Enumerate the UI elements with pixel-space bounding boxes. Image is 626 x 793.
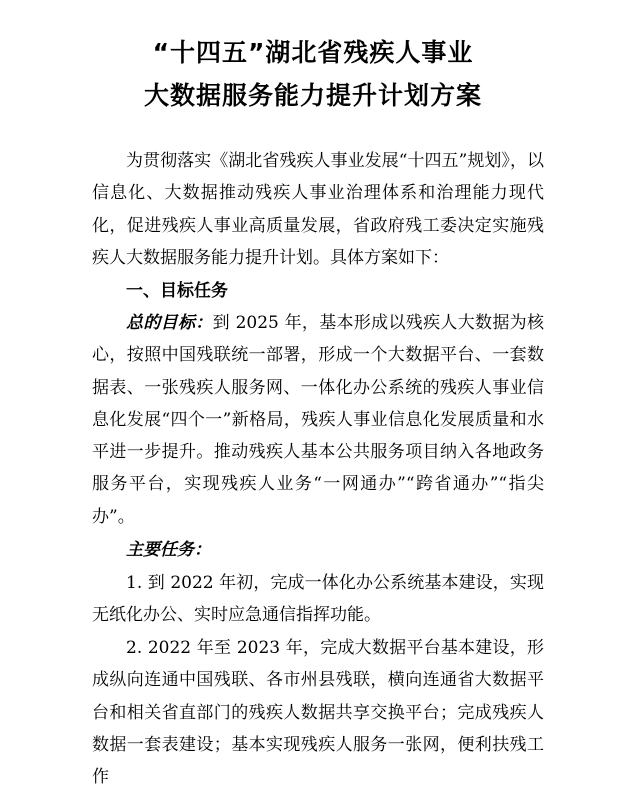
task-item-2: 2. 2022 年至 2023 年，完成大数据平台基本建设，形成纵向连通中国残联、各市州县残联，横向连通省大数据平台和相关省直部门的残疾人数据共享交换平台；完成残疾人数据一套表建设；基本实现残疾人服务一张网，便利扶残工作 (92, 638, 544, 788)
document-title-line-2: 大数据服务能力提升计划方案 (143, 81, 482, 110)
intro-paragraph: 为贯彻落实《湖北省残疾人事业发展“十四五”规划》，以信息化、大数据推动残疾人事业治理体系和治理能力现代化，促进残疾人事业高质量发展，省政府残工委决定实施残疾人大数据服务能力提升计划。具体方案如下： (92, 151, 544, 268)
overall-goal-text: 到 2025 年，基本形成以残疾人大数据为核心，按照中国残联统一部署，形成一个大数据平台、一套数据表、一张残疾人服务网、一体化办公系统的残疾人事业信息化发展“四个一”新格局，残疾人事业信息化发展质量和水平进一步提升。推动残疾人基本公共服务项目纳入各地政务服务平台，实现残疾人业务“一网通办”“跨省通办”“指尖办”。 (92, 313, 544, 527)
overall-goal-paragraph (92, 307, 544, 533)
main-tasks-heading: 主要任务： (126, 540, 211, 560)
overall-goal-label: 总的目标： (126, 313, 213, 333)
section-heading-goals: 一、目标任务 (126, 281, 228, 301)
document-title-line-1: “十四五”湖北省残疾人事业 (152, 38, 474, 67)
task-item-1: 1. 到 2022 年初，完成一体化办公系统基本建设，实现无纸化办公、实时应急通信指挥功能。 (92, 573, 544, 626)
